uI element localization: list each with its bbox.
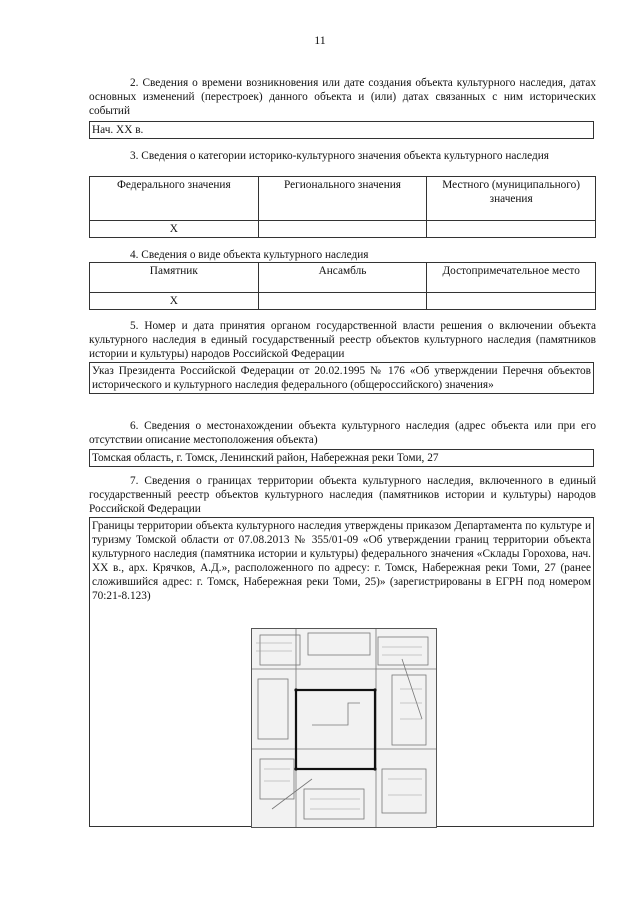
category-column-local: Местного (муниципального) значения xyxy=(427,177,596,221)
section-5-value-box xyxy=(89,362,594,394)
category-mark-regional xyxy=(258,221,427,238)
category-table-value-row xyxy=(90,221,596,238)
section-3-heading-text: 3. Сведения о категории историко-культурного значения объекта культурного наследия xyxy=(130,150,549,162)
type-column-monument: Памятник xyxy=(90,263,259,293)
type-column-landmark-place: Достопримечательное место xyxy=(427,263,596,293)
type-mark-landmark-place xyxy=(427,293,596,310)
section-5-value: Указ Президента Российской Федерации от 20.02.1995 № 176 «Об утверждении Перечня объектов исторического и культурного наследия федерального (общероссийского) значения» xyxy=(92,365,591,391)
type-mark-monument: X xyxy=(90,293,259,310)
category-column-regional: Регионального значения xyxy=(258,177,427,221)
section-5-heading-text: 5. Номер и дата принятия органом государственной власти решения о включении объекта культурного наследия в единый государственный реестр объектов культурного наследия (памятников истории и культуры) народов Российской Федерации xyxy=(89,320,596,360)
section-7-heading xyxy=(89,474,596,516)
section-7-value: Границы территории объекта культурного наследия утверждены приказом Департамента по культуре и туризму Томской области от 07.08.2013 № 355/01-09 «Об утверждении границ территории объекта культурного наследия (памятника истории и культуры) федерального значения «Склады Горохова, нач. XX в., арх. Крячков, А.Д.», расположенного по адресу: г. Томск, Набережная реки Томи, 27 (ранее сложившийся адрес: г. Томск, Набережная реки Томи, 25)» (зарегистрированы в ЕГРН под номером 70:21-8.123) xyxy=(92,520,591,602)
section-2-heading-text: 2. Сведения о времени возникновения или дате создания объекта культурного наследия, датах основных изменений (перестроек) данного объекта и (или) датах связанных с ним исторических событий xyxy=(89,77,596,117)
category-mark-federal: X xyxy=(90,221,259,238)
category-table-header-row xyxy=(90,177,596,221)
section-6-value: Томская область, г. Томск, Ленинский район, Набережная реки Томи, 27 xyxy=(92,452,439,464)
category-table xyxy=(89,176,596,238)
type-table-value-row xyxy=(90,293,596,310)
category-mark-local xyxy=(427,221,596,238)
section-2-heading xyxy=(89,76,596,118)
section-3-heading xyxy=(89,149,596,163)
page-number: 11 xyxy=(314,33,326,47)
section-2-value-box xyxy=(89,121,594,139)
section-5-heading xyxy=(89,319,596,361)
section-2-value: Нач. XX в. xyxy=(92,124,144,136)
section-7-heading-text: 7. Сведения о границах территории объекта культурного наследия, включенного в единый государственный реестр объектов культурного наследия (памятников истории и культуры) народов Российской Федерации xyxy=(89,475,596,515)
type-table xyxy=(89,262,596,310)
section-6-heading-text: 6. Сведения о местонахождении объекта культурного наследия (адрес объекта или при его отсутствии описание местоположения объекта) xyxy=(89,420,596,446)
boundary-map-image xyxy=(251,628,437,828)
section-4-heading xyxy=(89,248,596,262)
type-table-header-row xyxy=(90,263,596,293)
section-4-heading-text: 4. Сведения о виде объекта культурного наследия xyxy=(130,249,369,261)
type-mark-ensemble xyxy=(258,293,427,310)
type-column-ensemble: Ансамбль xyxy=(258,263,427,293)
boundary-map-drawing xyxy=(252,629,436,827)
section-6-heading xyxy=(89,419,596,447)
category-column-federal: Федерального значения xyxy=(90,177,259,221)
section-6-value-box xyxy=(89,449,594,467)
